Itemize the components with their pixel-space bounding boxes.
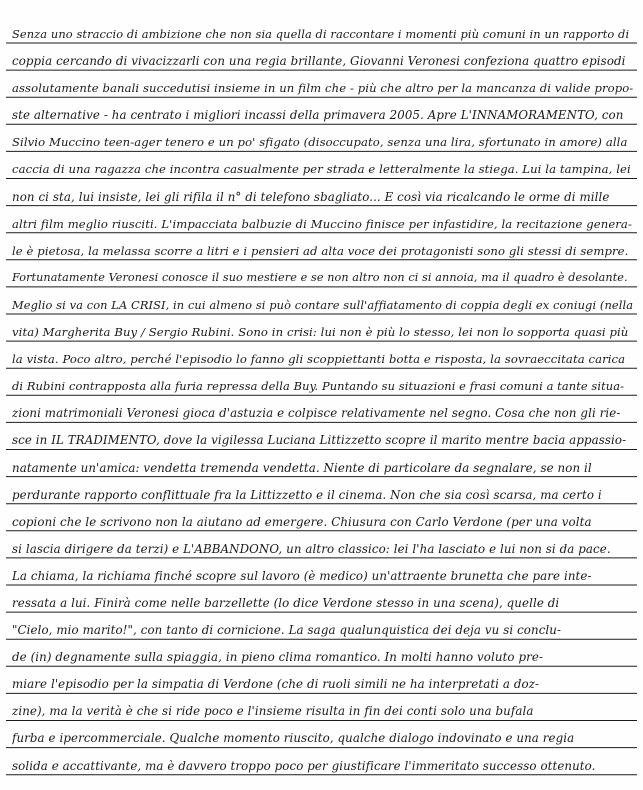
text-line: miare l'episodio per la simpatia di Verdone (che di ruoli simili ne ha interpretati a doz- [12,677,540,692]
text-line: Senza uno straccio di ambizione che non sia quella di raccontare i momenti più comuni in un rapporto di [12,27,630,41]
text-line: ste alternative - ha centrato i migliori incassi della primavera 2005. Apre L'INNAMORAMENTO, con [12,108,624,123]
text-line: solida e accattivante, ma è davvero troppo poco per giustificare l'immeritato successo ottenuto. [12,758,596,773]
text-line: zioni matrimoniali Veronesi gioca d'astuzia e colpisce relativamente nel segno. Cosa che non gli rie- [12,406,621,421]
text-line: la vista. Poco altro, perché l'episodio lo fanno gli scoppiettanti botta e risposta, la sovraeccitata carica [12,352,626,367]
text-line: non ci sta, lui insiste, lei gli rifila il n° di telefono sbagliato... E così via ricalcando le orme di mille [12,189,610,204]
text-line: perdurante rapporto conflittuale fra la Littizzetto e il cinema. Non che sia così scarsa, ma certo i [12,487,602,502]
text-line: La chiama, la richiama finché scopre sul lavoro (è medico) un'attraente brunetta che pare inte- [12,568,592,583]
text-line: di Rubini contrapposta alla furia repressa della Buy. Puntando su situazioni e frasi comuni a tante situa- [12,379,625,394]
text-line: altri film meglio riusciti. L'impacciata balbuzie di Muccino finisce per infastidire, la recitazione genera- [12,216,632,231]
text-line: copioni che le scrivono non la aiutano ad emergere. Chiusura con Carlo Verdone (per una volta [12,514,592,529]
text-line: zine), ma la verità è che si ride poco e l'insieme risulta in fin dei conti solo una bufala [12,704,534,719]
text-line: "Cielo, mio marito!", con tanto di cornicione. La saga qualunquistica dei deja vu si conclu- [12,623,562,638]
text-line: Silvio Muccino teen-ager tenero e un po' sfigato (disoccupato, senza una lira, sfortunato in amore) alla [12,135,628,150]
text-line: natamente un'amica: vendetta tremenda vendetta. Niente di particolare da segnalare, se non il [12,460,592,475]
text-line: coppia cercando di vivacizzarli con una regia brillante, Giovanni Veronesi confeziona quattro episodi [12,54,626,69]
text-line: le è pietosa, la melassa scorre a litri e i pensieri ad alta voce dei protagonisti sono gli stessi di sempre. [12,243,629,258]
text-line: de (in) degnamente sulla spiaggia, in pieno clima romantico. In molti hanno voluto pre- [12,650,544,665]
text-line: furba e ipercommerciale. Qualche momento riuscito, qualche dialogo indovinato e una regia [12,731,575,746]
text-line: vita) Margherita Buy / Sergio Rubini. Sono in crisi: lui non è più lo stesso, lei non lo sopporta quasi più [12,325,629,340]
handwritten-text-block [12,23,634,782]
text-line: caccia di una ragazza che incontra casualmente per strada e letteralmente la stiega. Lui la tampina, lei [12,162,631,177]
text-line: sce in IL TRADIMENTO, dove la vigilessa Luciana Littizzetto scopre il marito mentre bacia appassio- [12,433,627,448]
text-line: si lascia dirigere da terzi) e L'ABBANDONO, un altro classico: lei l'ha lasciato e lui non si da pace. [12,541,611,556]
text-line: ressata a lui. Finirà come nelle barzellette (lo dice Verdone stesso in una scena), quelle di [12,595,560,610]
text-line: Meglio si va con LA CRISI, in cui almeno si può contare sull'affiatamento di coppia degli ex coniugi (nella [12,297,634,312]
text-line: Fortunatamente Veronesi conosce il suo mestiere e se non altro non ci si annoia, ma il quadro è desolante. [12,270,628,284]
text-line: assolutamente banali succedutisi insieme in un film che - più che altro per la mancanza di valide propo- [12,81,634,96]
